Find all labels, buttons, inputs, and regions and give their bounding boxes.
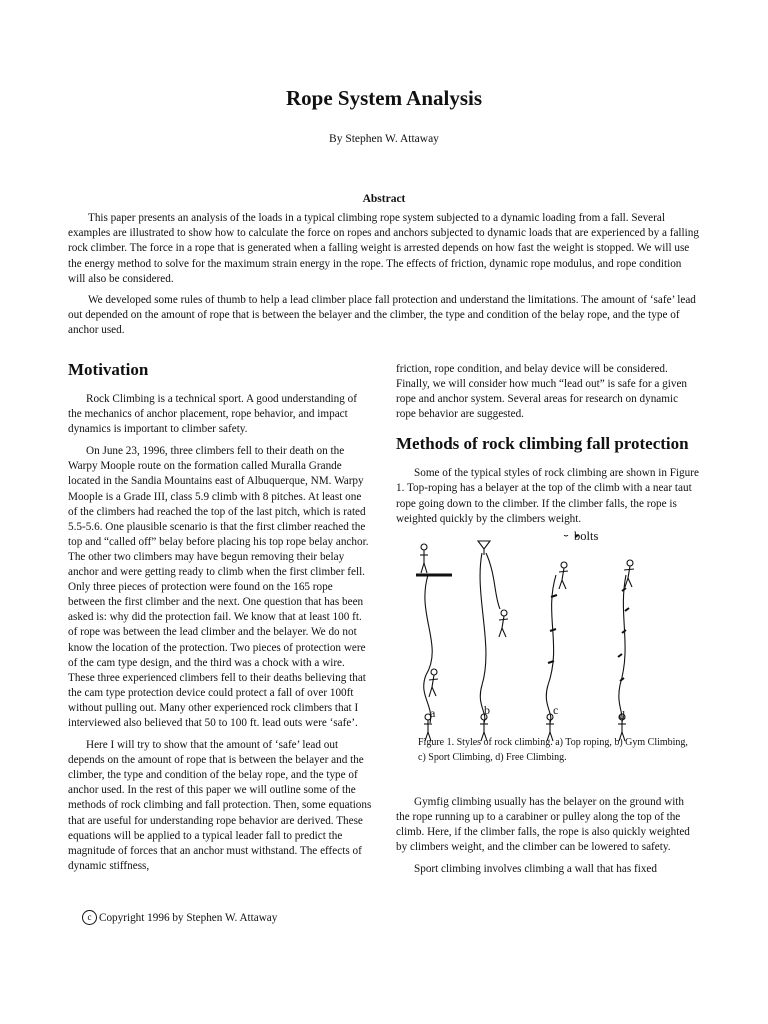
figure-caption: Figure 1. Styles of rock climbing. a) Top roping, b) Gym Climbing, c) Sport Climbing, d) Free Climbing. [418, 736, 688, 763]
copyright-text: Copyright 1996 by Stephen W. Attaway [99, 911, 278, 924]
figure-label-d: d [619, 707, 625, 722]
copyright-footer [82, 910, 277, 925]
bolts-legend-label: bolts [574, 528, 599, 543]
body-paragraph: Here I will try to show that the amount of ‘safe’ lead out depends on the amount of rope that is between the belayer and the climber, the type and condition of the belay rope, and the type of anchor used. In the rest of this paper we will outline some of the methods of rock climbing and fall protection. Then, some equations that are useful for understanding rope behavior are derived. These equations will be applied to a typical leader fall to predict the magnitude of forces that an anchor must withstand. The effects of dynamic stiffness, [68, 739, 372, 872]
abstract-paragraph: This paper presents an analysis of the loads in a typical climbing rope system subjected to a dynamic loading from a fall. Several examples are illustrated to show how to calculate the force on ropes and anchors subjected to dynamic loads that are experienced by a falling rock climber. The force in a rope that is generated when a falling weight is arrested depends on how fast the weight is stopped. We will use the energy method to solve for the maximum strain energy in the rope. The effects of friction, dynamic rope modulus, and rope condition will also be considered. [68, 212, 699, 285]
body-paragraph: Rock Climbing is a technical sport. A good understanding of the mechanics of anchor placement, rope behavior, and impact dynamics is important to climber safety. [68, 393, 357, 436]
body-paragraph: Sport climbing involves climbing a wall that has fixed [414, 863, 657, 876]
author-line: By Stephen W. Attaway [329, 133, 439, 145]
right-column [396, 362, 700, 884]
section-heading-motivation: Motivation [68, 360, 149, 379]
section-heading-methods: Methods of rock climbing fall protection [396, 434, 689, 454]
body-paragraph: On June 23, 1996, three climbers fell to their death on the Warpy Moople route on the formation called Muralla Grande located in the Sandia Mountains east of Albuquerque, NM. Warpy Moople is a Grade III, class 5.9 climb with 8 pitches. At least one of the climbers had reached the top of the last pitch, which is rated 5.5-5.6. One plausible scenario is that the first climber reached the top and “called off” belay before placing his top rope belay anchor. The other two climbers may have begun removing their belay anchor and were getting ready to climb when the first climber fell. Only three pieces of protection were found on the 165 rope between the first climber and the next. One question that has been asked is: why did the protection fail. We know that at least 100 ft. of rope was between the lead climber and the belayer. We do not know the location of the protection. Two pieces of protection were of the cam type design, and the third was a chock with a wire. These three experienced climbers fell to their deaths believing that the cam type protection device could protect a fall of over 100ft without pulling out. Many other experienced rock climbers that I interviewed also believed that 50 to 100 ft. lead outs were ‘safe’. [68, 445, 369, 729]
page-title: Rope System Analysis [285, 86, 483, 110]
left-column [68, 360, 372, 881]
body-paragraph: friction, rope condition, and belay device will be considered. Finally, we will consider how much “lead out” is safe for a given rope and anchor system. Several areas for research on dynamic rope behavior are suggested. [396, 363, 687, 421]
abstract-body [68, 211, 700, 345]
abstract-paragraph: We developed some rules of thumb to help a lead climber place fall protection and understand the limitations. The amount of ‘safe’ lead out depended on the amount of rope that is between the belayer and the climber, the type and condition of the belay rope, and the type of anchor used. [68, 294, 696, 337]
body-paragraph: Gymfig climbing usually has the belayer on the ground with the rope running up to a carabiner or pulley along the top of the climb. Here, if the climber falls, the rope is also quickly weighted by climbers weight, and the climber can be lowered to safety. [396, 795, 690, 854]
figure-label-b: b [484, 702, 490, 717]
figure-label-c: c [553, 702, 559, 717]
body-paragraph: Some of the typical styles of rock climbing are shown in Figure 1. Top-roping has a belayer at the top of the climb with a near taut rope going down to the climber. If the climber falls, the rope is weighted quickly by the climbers weight. [396, 467, 699, 525]
figure-1 [396, 528, 700, 785]
abstract-heading: Abstract [362, 193, 406, 205]
figure-panel-b [478, 541, 508, 741]
figure-label-a: a [430, 705, 436, 720]
copyright-icon: c [82, 910, 97, 925]
